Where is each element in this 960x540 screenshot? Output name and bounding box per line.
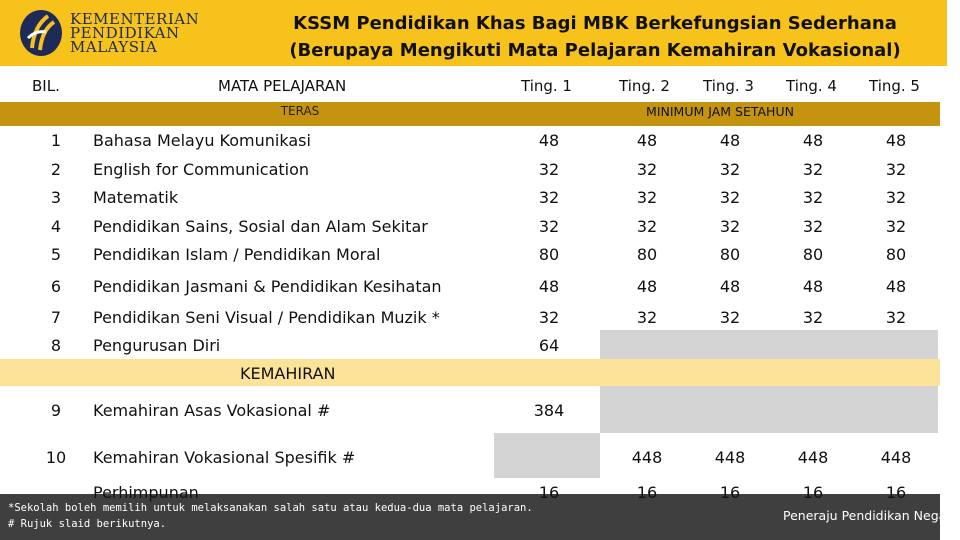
ministry-logo <box>18 4 248 62</box>
row-t3: 32 <box>719 217 741 236</box>
row-t4: 32 <box>802 217 824 236</box>
logo-line-1: KEMENTERIAN <box>70 10 200 28</box>
row-subject: Bahasa Melayu Komunikasi <box>93 131 311 150</box>
row-t1: 384 <box>533 401 565 420</box>
row-number: 10 <box>45 448 67 467</box>
row-t2: 32 <box>636 188 658 207</box>
col-header-t1: Ting. 1 <box>521 77 572 95</box>
row-t5: 48 <box>885 277 907 296</box>
col-header-t3: Ting. 3 <box>703 77 754 95</box>
footnote <box>8 500 533 532</box>
page-title <box>250 10 940 64</box>
row-t5: 448 <box>880 448 912 467</box>
row-t4: 448 <box>797 448 829 467</box>
row-number: 7 <box>50 308 62 327</box>
row-t2: 80 <box>636 245 658 264</box>
row-t1: 16 <box>538 483 560 502</box>
row-t2: 16 <box>636 483 658 502</box>
row-t1: 32 <box>538 308 560 327</box>
row-t5: 32 <box>885 188 907 207</box>
row-t1: 32 <box>538 160 560 179</box>
row-t3: 48 <box>719 277 741 296</box>
row-t3: 32 <box>719 188 741 207</box>
footnote-line-1: *Sekolah boleh memilih untuk melaksanakan salah satu atau kedua-dua mata pelajaran. <box>8 502 533 514</box>
row-t1: 48 <box>538 277 560 296</box>
row-t3: 448 <box>714 448 746 467</box>
row-number: 5 <box>50 245 62 264</box>
row-t4: 48 <box>802 277 824 296</box>
row-number: 6 <box>50 277 62 296</box>
row-t5: 48 <box>885 131 907 150</box>
row-t5: 16 <box>885 483 907 502</box>
row-t1: 64 <box>538 336 560 355</box>
row-t5: 32 <box>885 160 907 179</box>
row-subject: Pendidikan Sains, Sosial dan Alam Sekitar <box>93 217 428 236</box>
title-line-1: KSSM Pendidikan Khas Bagi MBK Berkefungsian Sederhana <box>293 13 897 34</box>
footnote-line-2: # Rujuk slaid berikutnya. <box>8 518 167 530</box>
row-t5: 32 <box>885 308 907 327</box>
row-t2: 48 <box>636 277 658 296</box>
row-subject: Pengurusan Diri <box>93 336 221 355</box>
logo-line-2: PENDIDIKAN <box>70 24 180 42</box>
subheader-teras: TERAS <box>280 104 320 118</box>
col-header-t2: Ting. 2 <box>619 77 670 95</box>
ministry-emblem-icon <box>18 8 64 58</box>
row-subject: Kemahiran Asas Vokasional # <box>93 401 331 420</box>
row-number: 1 <box>50 131 62 150</box>
row-t4: 48 <box>802 131 824 150</box>
row-subject: Pendidikan Seni Visual / Pendidikan Muzik * <box>93 308 440 327</box>
col-header-subject: MATA PELAJARAN <box>218 77 347 95</box>
row-t3: 32 <box>719 160 741 179</box>
row-t2: 448 <box>631 448 663 467</box>
row-t3: 48 <box>719 131 741 150</box>
row-t3: 80 <box>719 245 741 264</box>
row-t4: 80 <box>802 245 824 264</box>
title-line-2: (Berupaya Mengikuti Mata Pelajaran Kemahiran Vokasional) <box>289 40 901 61</box>
gray-cell-row9 <box>600 386 938 433</box>
logo-line-3: MALAYSIA <box>70 38 158 56</box>
row-t2: 48 <box>636 131 658 150</box>
row-t3: 32 <box>719 308 741 327</box>
col-header-t4: Ting. 4 <box>786 77 837 95</box>
row-t1: 32 <box>538 217 560 236</box>
kemahiran-label: KEMAHIRAN <box>240 364 336 383</box>
row-t2: 32 <box>636 217 658 236</box>
row-t4: 32 <box>802 188 824 207</box>
gray-cell-row8 <box>600 330 938 359</box>
row-subject: Perhimpunan <box>93 483 199 502</box>
row-number: 9 <box>50 401 62 420</box>
row-t5: 80 <box>885 245 907 264</box>
row-subject: English for Communication <box>93 160 310 179</box>
row-subject: Matematik <box>93 188 179 207</box>
col-header-t5: Ting. 5 <box>869 77 920 95</box>
row-t4: 32 <box>802 160 824 179</box>
row-t1: 80 <box>538 245 560 264</box>
row-number: 8 <box>50 336 62 355</box>
row-subject: Kemahiran Vokasional Spesifik # <box>93 448 356 467</box>
col-header-bil: BIL. <box>32 77 60 95</box>
footer-slogan: Peneraju Pendidikan Negara <box>783 508 960 523</box>
row-number: 2 <box>50 160 62 179</box>
row-t4: 16 <box>802 483 824 502</box>
row-t1: 32 <box>538 188 560 207</box>
row-number: 4 <box>50 217 62 236</box>
row-t5: 32 <box>885 217 907 236</box>
row-t1: 48 <box>538 131 560 150</box>
kemahiran-band <box>0 359 940 386</box>
row-t2: 32 <box>636 308 658 327</box>
subheader-minimum-hours: MINIMUM JAM SETAHUN <box>646 104 794 119</box>
row-t4: 32 <box>802 308 824 327</box>
row-t3: 16 <box>719 483 741 502</box>
gray-cell-row10 <box>494 433 600 478</box>
row-number: 3 <box>50 188 62 207</box>
row-subject: Pendidikan Jasmani & Pendidikan Kesihatan <box>93 277 442 296</box>
row-t2: 32 <box>636 160 658 179</box>
row-subject: Pendidikan Islam / Pendidikan Moral <box>93 245 381 264</box>
